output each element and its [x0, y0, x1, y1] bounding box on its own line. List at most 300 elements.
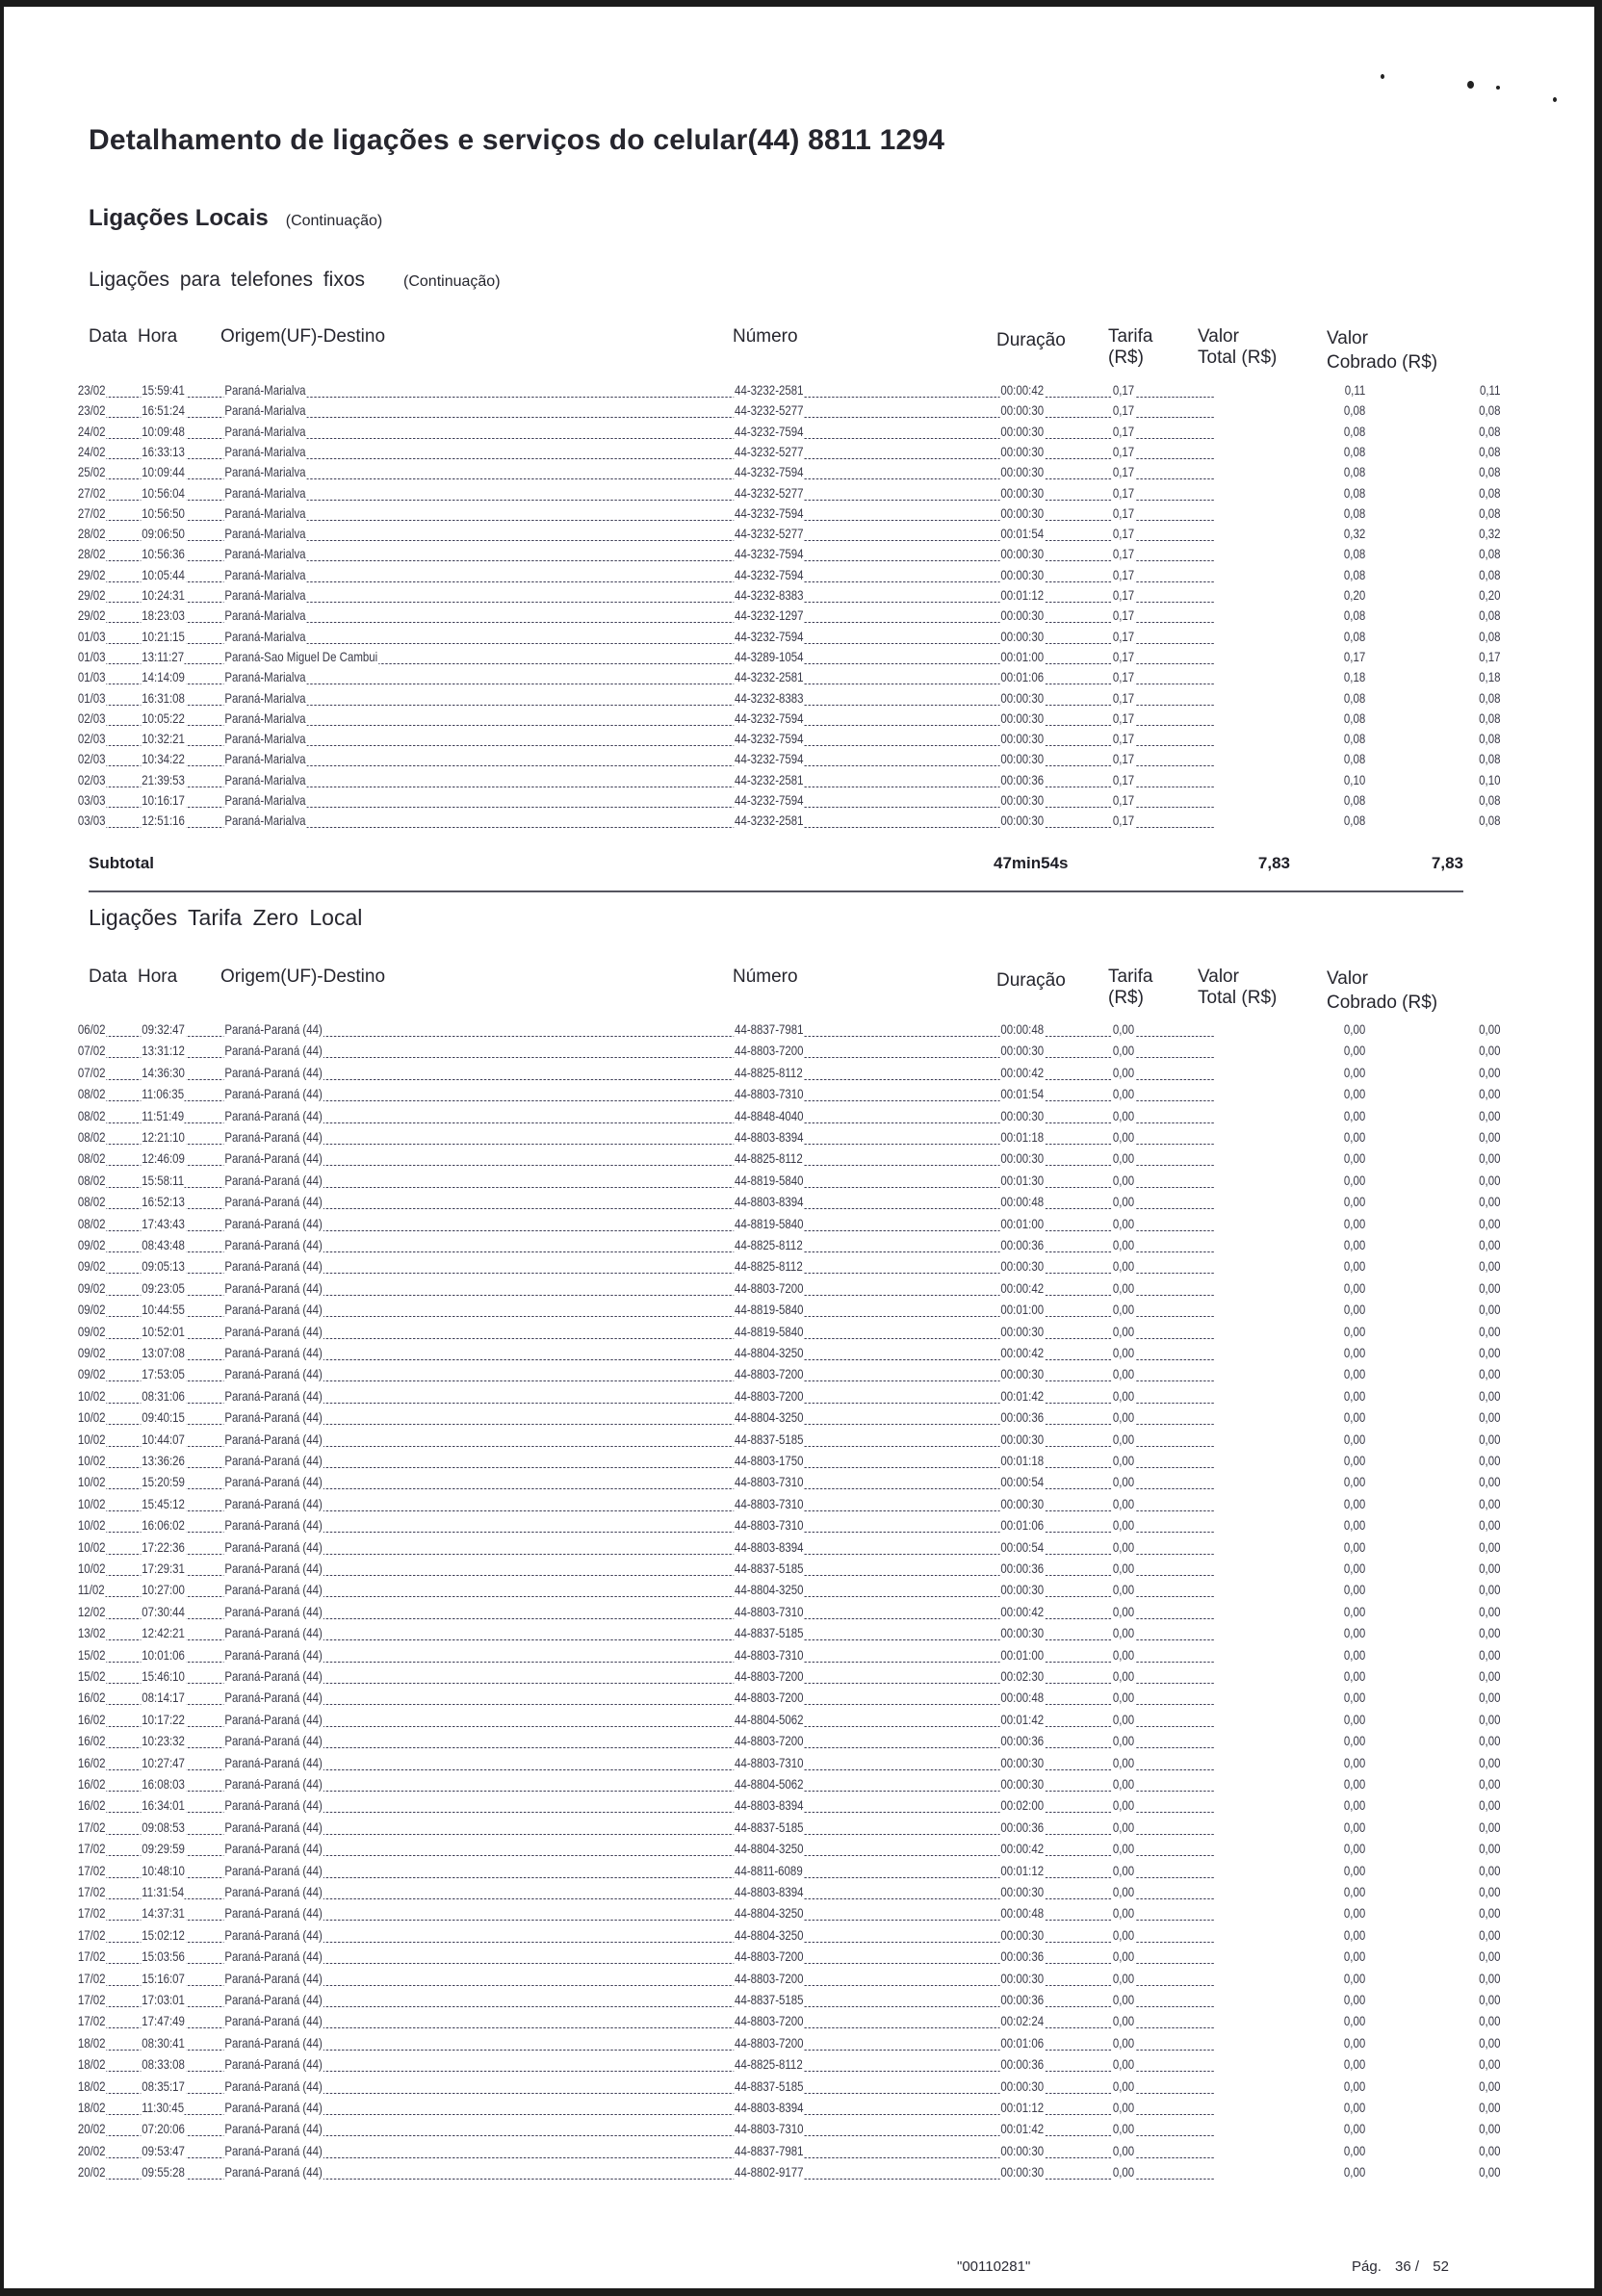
cell-hora: 15:03:56	[142, 1948, 185, 1965]
section-divider	[89, 890, 1463, 892]
cell-tarifa: 0,17	[1112, 628, 1135, 644]
cell-tarifa: 0,00	[1112, 1625, 1135, 1641]
cell-tarifa: 0,17	[1112, 464, 1135, 480]
cell-numero: 44-3232-7594	[735, 709, 804, 726]
cell-numero: 44-8803-7200	[735, 1970, 804, 1986]
cell-tarifa: 0,17	[1112, 587, 1135, 603]
cell-valor-total: 0,00	[1343, 1970, 1366, 1986]
cell-data: 17/02	[77, 1926, 106, 1943]
cell-origem: Paraná-Marialva	[224, 813, 306, 829]
cell-numero: 44-3232-7594	[735, 504, 804, 521]
cell-valor-cobrado: 0,08	[1479, 464, 1501, 480]
subtotal-valor-total: 7,83	[1257, 854, 1290, 872]
cell-duracao: 00:01:00	[1000, 1215, 1045, 1231]
cell-tarifa: 0,00	[1112, 1970, 1135, 1986]
scan-speck	[1553, 97, 1557, 102]
cell-duracao: 00:00:36	[1000, 1733, 1045, 1749]
cell-valor-total: 0,00	[1343, 1258, 1366, 1275]
cell-hora: 10:56:36	[142, 546, 185, 562]
cell-data: 16/02	[77, 1754, 106, 1770]
cell-numero: 44-3232-2581	[735, 771, 804, 787]
cell-origem: Paraná-Sao Miguel De Cambui	[224, 648, 378, 664]
cell-tarifa: 0,17	[1112, 792, 1135, 808]
cell-numero: 44-8803-7200	[735, 2013, 804, 2029]
cell-hora: 16:34:01	[142, 1797, 185, 1814]
table-row	[77, 1472, 1501, 1491]
cell-numero: 44-8803-7310	[735, 1646, 804, 1663]
cell-numero: 44-3232-2581	[735, 669, 804, 685]
cell-valor-cobrado: 0,00	[1479, 2077, 1501, 2094]
cell-duracao: 00:01:06	[1000, 669, 1045, 685]
cell-data: 09/02	[77, 1302, 106, 1318]
cell-valor-cobrado: 0,00	[1479, 1409, 1501, 1426]
cell-hora: 08:31:06	[142, 1387, 185, 1404]
cell-numero: 44-8825-8112	[735, 1064, 803, 1080]
cell-origem: Paraná-Paraná (44)	[224, 1021, 323, 1037]
cell-valor-total: 0,00	[1343, 1797, 1366, 1814]
cell-origem: Paraná-Paraná (44)	[224, 1970, 323, 1986]
cell-hora: 09:05:13	[142, 1258, 185, 1275]
cell-tarifa: 0,17	[1112, 526, 1135, 542]
bill-page	[4, 7, 1594, 2288]
cell-tarifa: 0,00	[1112, 1905, 1135, 1922]
cell-hora: 17:22:36	[142, 1538, 185, 1555]
cell-data: 28/02	[77, 526, 106, 542]
cell-duracao: 00:00:42	[1000, 382, 1045, 398]
cell-duracao: 00:00:48	[1000, 1905, 1045, 1922]
cell-numero: 44-3232-5277	[735, 526, 804, 542]
cell-hora: 07:30:44	[142, 1603, 185, 1619]
cell-tarifa: 0,17	[1112, 546, 1135, 562]
cell-tarifa: 0,00	[1112, 1733, 1135, 1749]
cell-duracao: 00:02:24	[1000, 2013, 1045, 2029]
cell-origem: Paraná-Marialva	[224, 526, 306, 542]
cell-data: 27/02	[77, 504, 106, 521]
cell-duracao: 00:00:42	[1000, 1603, 1045, 1619]
cell-valor-cobrado: 0,17	[1479, 648, 1501, 664]
cell-valor-cobrado: 0,00	[1479, 1905, 1501, 1922]
cell-data: 10/02	[77, 1387, 106, 1404]
cell-tarifa: 0,00	[1112, 1409, 1135, 1426]
cell-tarifa: 0,00	[1112, 1279, 1135, 1296]
cell-numero: 44-3232-2581	[735, 382, 804, 398]
cell-origem: Paraná-Paraná (44)	[224, 2077, 323, 2094]
cell-tarifa: 0,00	[1112, 1107, 1135, 1123]
cell-data: 20/02	[77, 2164, 106, 2180]
table-row	[77, 1515, 1501, 1535]
col-header-duracao: Duração	[996, 330, 1066, 350]
table-row	[77, 1322, 1501, 1341]
cell-valor-total: 0,00	[1343, 1646, 1366, 1663]
cell-numero: 44-8819-5840	[735, 1215, 804, 1231]
table-row	[77, 400, 1501, 420]
cell-duracao: 00:00:30	[1000, 751, 1045, 767]
cell-data: 03/03	[77, 792, 106, 808]
cell-duracao: 00:01:12	[1000, 2100, 1045, 2115]
cell-valor-total: 0,00	[1343, 1582, 1366, 1598]
table-row	[77, 1451, 1501, 1470]
cell-valor-cobrado: 0,08	[1479, 792, 1501, 808]
cell-numero: 44-8825-8112	[735, 1237, 803, 1252]
table-row	[77, 2141, 1501, 2160]
cell-duracao: 00:02:00	[1000, 1797, 1045, 1814]
cell-origem: Paraná-Paraná (44)	[224, 1107, 323, 1123]
cell-data: 16/02	[77, 1797, 106, 1814]
col-header-valor-total-line2: Total (R$)	[1198, 988, 1278, 1008]
cell-valor-cobrado: 0,00	[1479, 1474, 1501, 1490]
cell-valor-cobrado: 0,08	[1479, 423, 1501, 439]
col-header-valor-cobrado-line1: Valor	[1327, 968, 1368, 989]
table-row	[77, 1580, 1501, 1599]
cell-hora: 15:59:41	[142, 382, 185, 398]
cell-tarifa: 0,00	[1112, 1064, 1135, 1080]
cell-hora: 11:30:45	[142, 2100, 185, 2115]
cell-origem: Paraná-Marialva	[224, 771, 306, 787]
cell-data: 08/02	[77, 1150, 106, 1167]
cell-duracao: 00:01:00	[1000, 1302, 1045, 1318]
cell-valor-total: 0,00	[1343, 1926, 1366, 1943]
table-row	[77, 1084, 1501, 1103]
cell-hora: 16:31:08	[142, 689, 185, 706]
table-row	[77, 524, 1501, 543]
cell-valor-cobrado: 0,00	[1479, 1431, 1501, 1447]
table-row	[77, 422, 1501, 441]
cell-data: 29/02	[77, 566, 106, 582]
cell-data: 10/02	[77, 1409, 106, 1426]
cell-hora: 08:33:08	[142, 2056, 185, 2073]
cell-numero: 44-8819-5840	[735, 1323, 804, 1339]
cell-duracao: 00:00:30	[1000, 1366, 1045, 1382]
cell-valor-cobrado: 0,00	[1479, 1862, 1501, 1878]
cell-valor-total: 0,00	[1343, 1345, 1366, 1360]
cell-numero: 44-8803-8394	[735, 2100, 804, 2115]
table-row	[77, 1969, 1501, 1988]
cell-numero: 44-8803-7200	[735, 1366, 804, 1382]
cell-numero: 44-8811-6089	[735, 1862, 803, 1878]
cell-tarifa: 0,00	[1112, 1237, 1135, 1252]
cell-duracao: 00:00:30	[1000, 1258, 1045, 1275]
cell-tarifa: 0,00	[1112, 1603, 1135, 1619]
cell-valor-cobrado: 0,00	[1479, 1819, 1501, 1835]
cell-duracao: 00:01:06	[1000, 2034, 1045, 2051]
cell-numero: 44-3232-7594	[735, 628, 804, 644]
cell-hora: 15:45:12	[142, 1495, 185, 1511]
cell-tarifa: 0,00	[1112, 1431, 1135, 1447]
table-row	[77, 1364, 1501, 1383]
table-row	[77, 790, 1501, 810]
table-row	[77, 1041, 1501, 1060]
cell-hora: 09:06:50	[142, 526, 185, 542]
cell-hora: 17:43:43	[142, 1215, 185, 1231]
cell-valor-total: 0,08	[1343, 566, 1366, 582]
table-row	[77, 1430, 1501, 1449]
table-row	[77, 1990, 1501, 2009]
cell-valor-total: 0,00	[1343, 1129, 1366, 1145]
cell-valor-total: 0,08	[1343, 546, 1366, 562]
cell-valor-total: 0,00	[1343, 1194, 1366, 1210]
cell-numero: 44-8848-4040	[735, 1107, 804, 1123]
cell-numero: 44-3232-2581	[735, 813, 804, 829]
cell-valor-cobrado: 0,00	[1479, 1646, 1501, 1663]
table-row	[77, 1106, 1501, 1125]
cell-valor-cobrado: 0,00	[1479, 1258, 1501, 1275]
cell-origem: Paraná-Marialva	[224, 546, 306, 562]
cell-valor-cobrado: 0,00	[1479, 1992, 1501, 2007]
cell-tarifa: 0,00	[1112, 1819, 1135, 1835]
cell-valor-total: 0,08	[1343, 504, 1366, 521]
cell-origem: Paraná-Paraná (44)	[224, 2164, 323, 2180]
cell-tarifa: 0,17	[1112, 382, 1135, 398]
table-row	[77, 1300, 1501, 1319]
table-row	[77, 1278, 1501, 1298]
cell-data: 20/02	[77, 2142, 106, 2158]
cell-data: 17/02	[77, 1948, 106, 1965]
cell-origem: Paraná-Paraná (44)	[224, 1086, 323, 1102]
cell-data: 17/02	[77, 1862, 106, 1878]
cell-valor-total: 0,00	[1343, 1625, 1366, 1641]
cell-numero: 44-3289-1054	[735, 648, 804, 664]
cell-origem: Paraná-Paraná (44)	[224, 1948, 323, 1965]
cell-data: 01/03	[77, 628, 106, 644]
cell-numero: 44-8837-5185	[735, 2077, 804, 2094]
cell-data: 01/03	[77, 669, 106, 685]
cell-origem: Paraná-Paraná (44)	[224, 1646, 323, 1663]
cell-valor-total: 0,00	[1343, 1172, 1366, 1188]
cell-numero: 44-8803-7200	[735, 1043, 804, 1059]
cell-duracao: 00:00:30	[1000, 2164, 1045, 2180]
table-row	[77, 1731, 1501, 1750]
cell-valor-cobrado: 0,00	[1479, 2056, 1501, 2073]
cell-valor-total: 0,00	[1343, 1366, 1366, 1382]
cell-origem: Paraná-Paraná (44)	[224, 1431, 323, 1447]
cell-valor-total: 0,00	[1343, 2077, 1366, 2094]
cell-hora: 16:08:03	[142, 1776, 185, 1792]
subtotal-label: Subtotal	[89, 854, 154, 872]
cell-duracao: 00:01:42	[1000, 2121, 1045, 2137]
cell-numero: 44-8825-8112	[735, 2056, 803, 2073]
cell-origem: Paraná-Paraná (44)	[224, 1258, 323, 1275]
cell-tarifa: 0,17	[1112, 504, 1135, 521]
cell-data: 11/02	[77, 1582, 105, 1598]
cell-data: 29/02	[77, 587, 106, 603]
cell-data: 23/02	[77, 402, 106, 419]
cell-tarifa: 0,00	[1112, 1776, 1135, 1792]
cell-origem: Paraná-Paraná (44)	[224, 1172, 323, 1188]
table-row	[77, 483, 1501, 503]
cell-tarifa: 0,00	[1112, 2100, 1135, 2115]
cell-valor-total: 0,00	[1343, 1884, 1366, 1899]
cell-duracao: 00:00:30	[1000, 1495, 1045, 1511]
cell-valor-cobrado: 0,00	[1479, 1625, 1501, 1641]
cell-tarifa: 0,00	[1112, 1884, 1135, 1899]
cell-valor-total: 0,00	[1343, 2164, 1366, 2180]
cell-duracao: 00:00:36	[1000, 1819, 1045, 1835]
cell-tarifa: 0,00	[1112, 1517, 1135, 1534]
cell-tarifa: 0,00	[1112, 1323, 1135, 1339]
cell-valor-cobrado: 0,00	[1479, 1064, 1501, 1080]
cell-tarifa: 0,00	[1112, 1538, 1135, 1555]
table-row	[77, 2077, 1501, 2096]
cell-valor-cobrado: 0,00	[1479, 1690, 1501, 1706]
table-row	[77, 1623, 1501, 1642]
table-row	[77, 1795, 1501, 1815]
cell-tarifa: 0,17	[1112, 607, 1135, 624]
cell-tarifa: 0,00	[1112, 1258, 1135, 1275]
cell-valor-total: 0,00	[1343, 1453, 1366, 1468]
cell-valor-total: 0,00	[1343, 1409, 1366, 1426]
cell-hora: 07:20:06	[142, 2121, 185, 2137]
cell-valor-total: 0,08	[1343, 751, 1366, 767]
cell-hora: 12:42:21	[142, 1625, 185, 1641]
page-indicator	[1352, 2258, 1449, 2275]
cell-data: 16/02	[77, 1690, 106, 1706]
cell-origem: Paraná-Paraná (44)	[224, 1733, 323, 1749]
subtotal-valor-cobrado: 7,83	[1431, 854, 1463, 872]
cell-data: 15/02	[77, 1646, 106, 1663]
cell-hora: 12:21:10	[142, 1129, 185, 1145]
cell-duracao: 00:00:30	[1000, 1884, 1045, 1899]
cell-numero: 44-8803-7200	[735, 1279, 804, 1296]
cell-numero: 44-8804-3250	[735, 1345, 804, 1360]
cell-valor-total: 0,00	[1343, 1754, 1366, 1770]
cell-origem: Paraná-Marialva	[224, 607, 306, 624]
cell-hora: 15:20:59	[142, 1474, 185, 1490]
cell-origem: Paraná-Paraná (44)	[224, 1538, 323, 1555]
table-row	[77, 1537, 1501, 1557]
cell-tarifa: 0,17	[1112, 751, 1135, 767]
cell-duracao: 00:01:30	[1000, 1172, 1045, 1188]
cell-origem: Paraná-Marialva	[224, 669, 306, 685]
table-row	[77, 2054, 1501, 2074]
cell-tarifa: 0,00	[1112, 2056, 1135, 2073]
cell-valor-cobrado: 0,00	[1479, 1797, 1501, 1814]
table-row	[77, 1903, 1501, 1922]
cell-valor-cobrado: 0,08	[1479, 628, 1501, 644]
cell-origem: Paraná-Paraná (44)	[224, 1797, 323, 1814]
cell-origem: Paraná-Paraná (44)	[224, 1279, 323, 1296]
cell-hora: 13:07:08	[142, 1345, 185, 1360]
cell-valor-total: 0,00	[1343, 1668, 1366, 1684]
cell-origem: Paraná-Paraná (44)	[224, 1625, 323, 1641]
cell-hora: 08:43:48	[142, 1237, 185, 1252]
cell-valor-total: 0,00	[1343, 1862, 1366, 1878]
cell-duracao: 00:01:42	[1000, 1387, 1045, 1404]
cell-valor-cobrado: 0,08	[1479, 546, 1501, 562]
table-row	[77, 1774, 1501, 1793]
cell-numero: 44-3232-7594	[735, 546, 804, 562]
cell-valor-cobrado: 0,00	[1479, 1345, 1501, 1360]
cell-valor-cobrado: 0,20	[1479, 587, 1501, 603]
table-row	[77, 1386, 1501, 1406]
cell-data: 10/02	[77, 1453, 106, 1468]
cell-origem: Paraná-Marialva	[224, 504, 306, 521]
table-row	[77, 770, 1501, 789]
cell-tarifa: 0,00	[1112, 1582, 1135, 1598]
cell-numero: 44-8804-3250	[735, 1582, 804, 1598]
cell-data: 27/02	[77, 484, 106, 501]
cell-hora: 09:23:05	[142, 1279, 185, 1296]
cell-hora: 10:05:22	[142, 709, 185, 726]
cell-valor-total: 0,08	[1343, 628, 1366, 644]
cell-numero: 44-8803-7200	[735, 1668, 804, 1684]
cell-valor-total: 0,00	[1343, 1150, 1366, 1167]
cell-hora: 11:31:54	[142, 1884, 185, 1899]
cell-data: 17/02	[77, 1884, 106, 1899]
cell-origem: Paraná-Paraná (44)	[224, 1884, 323, 1899]
cell-tarifa: 0,17	[1112, 689, 1135, 706]
cell-tarifa: 0,00	[1112, 2034, 1135, 2051]
cell-numero: 44-8825-8112	[735, 1150, 803, 1167]
table-row	[77, 1235, 1501, 1254]
continuation-note: (Continuação)	[403, 273, 501, 290]
cell-hora: 13:11:27	[142, 648, 185, 664]
cell-duracao: 00:00:30	[1000, 1776, 1045, 1792]
table-row	[77, 1343, 1501, 1362]
cell-numero: 44-3232-7594	[735, 731, 804, 747]
cell-numero: 44-3232-7594	[735, 566, 804, 582]
cell-hora: 14:14:09	[142, 669, 185, 685]
cell-data: 08/02	[77, 1107, 106, 1123]
table-row	[77, 1947, 1501, 1966]
cell-valor-cobrado: 0,00	[1479, 1302, 1501, 1318]
cell-tarifa: 0,00	[1112, 1366, 1135, 1382]
cell-duracao: 00:00:30	[1000, 1323, 1045, 1339]
cell-hora: 16:33:13	[142, 443, 185, 459]
cell-valor-cobrado: 0,08	[1479, 751, 1501, 767]
cell-numero: 44-8804-3250	[735, 1905, 804, 1922]
cell-valor-total: 0,10	[1343, 771, 1366, 787]
cell-duracao: 00:00:30	[1000, 402, 1045, 419]
cell-origem: Paraná-Marialva	[224, 382, 306, 398]
cell-valor-total: 0,00	[1343, 1495, 1366, 1511]
cell-data: 09/02	[77, 1323, 106, 1339]
cell-duracao: 00:00:42	[1000, 1064, 1045, 1080]
cell-duracao: 00:00:30	[1000, 1926, 1045, 1943]
cell-numero: 44-8803-7200	[735, 1733, 804, 1749]
cell-origem: Paraná-Paraná (44)	[224, 1215, 323, 1231]
table-row	[77, 1753, 1501, 1772]
cell-tarifa: 0,00	[1112, 2121, 1135, 2137]
cell-origem: Paraná-Paraná (44)	[224, 1302, 323, 1318]
col-header-valor-total-line1: Valor	[1198, 326, 1239, 347]
cell-data: 09/02	[77, 1237, 106, 1252]
cell-valor-cobrado: 0,00	[1479, 1776, 1501, 1792]
table-row	[77, 1192, 1501, 1211]
cell-numero: 44-8804-3250	[735, 1926, 804, 1943]
cell-origem: Paraná-Paraná (44)	[224, 1474, 323, 1490]
cell-duracao: 00:01:18	[1000, 1453, 1045, 1468]
col-header-data: Data	[89, 967, 128, 987]
cell-duracao: 00:00:42	[1000, 1279, 1045, 1296]
cell-numero: 44-8803-7200	[735, 2034, 804, 2051]
cell-origem: Paraná-Paraná (44)	[224, 1926, 323, 1943]
cell-data: 01/03	[77, 648, 106, 664]
cell-duracao: 00:01:18	[1000, 1129, 1045, 1145]
cell-tarifa: 0,00	[1112, 2164, 1135, 2180]
cell-tarifa: 0,00	[1112, 1948, 1135, 1965]
cell-duracao: 00:00:30	[1000, 1150, 1045, 1167]
cell-valor-cobrado: 0,00	[1479, 1387, 1501, 1404]
cell-hora: 10:44:55	[142, 1302, 185, 1318]
cell-valor-cobrado: 0,00	[1479, 1841, 1501, 1857]
cell-tarifa: 0,00	[1112, 1345, 1135, 1360]
page-title: Detalhamento de ligações e serviços do celular(44) 8811 1294	[89, 124, 945, 156]
cell-numero: 44-8837-5185	[735, 1819, 804, 1835]
cell-duracao: 00:00:30	[1000, 546, 1045, 562]
cell-data: 02/03	[77, 751, 106, 767]
cell-duracao: 00:00:48	[1000, 1690, 1045, 1706]
cell-duracao: 00:00:30	[1000, 464, 1045, 480]
